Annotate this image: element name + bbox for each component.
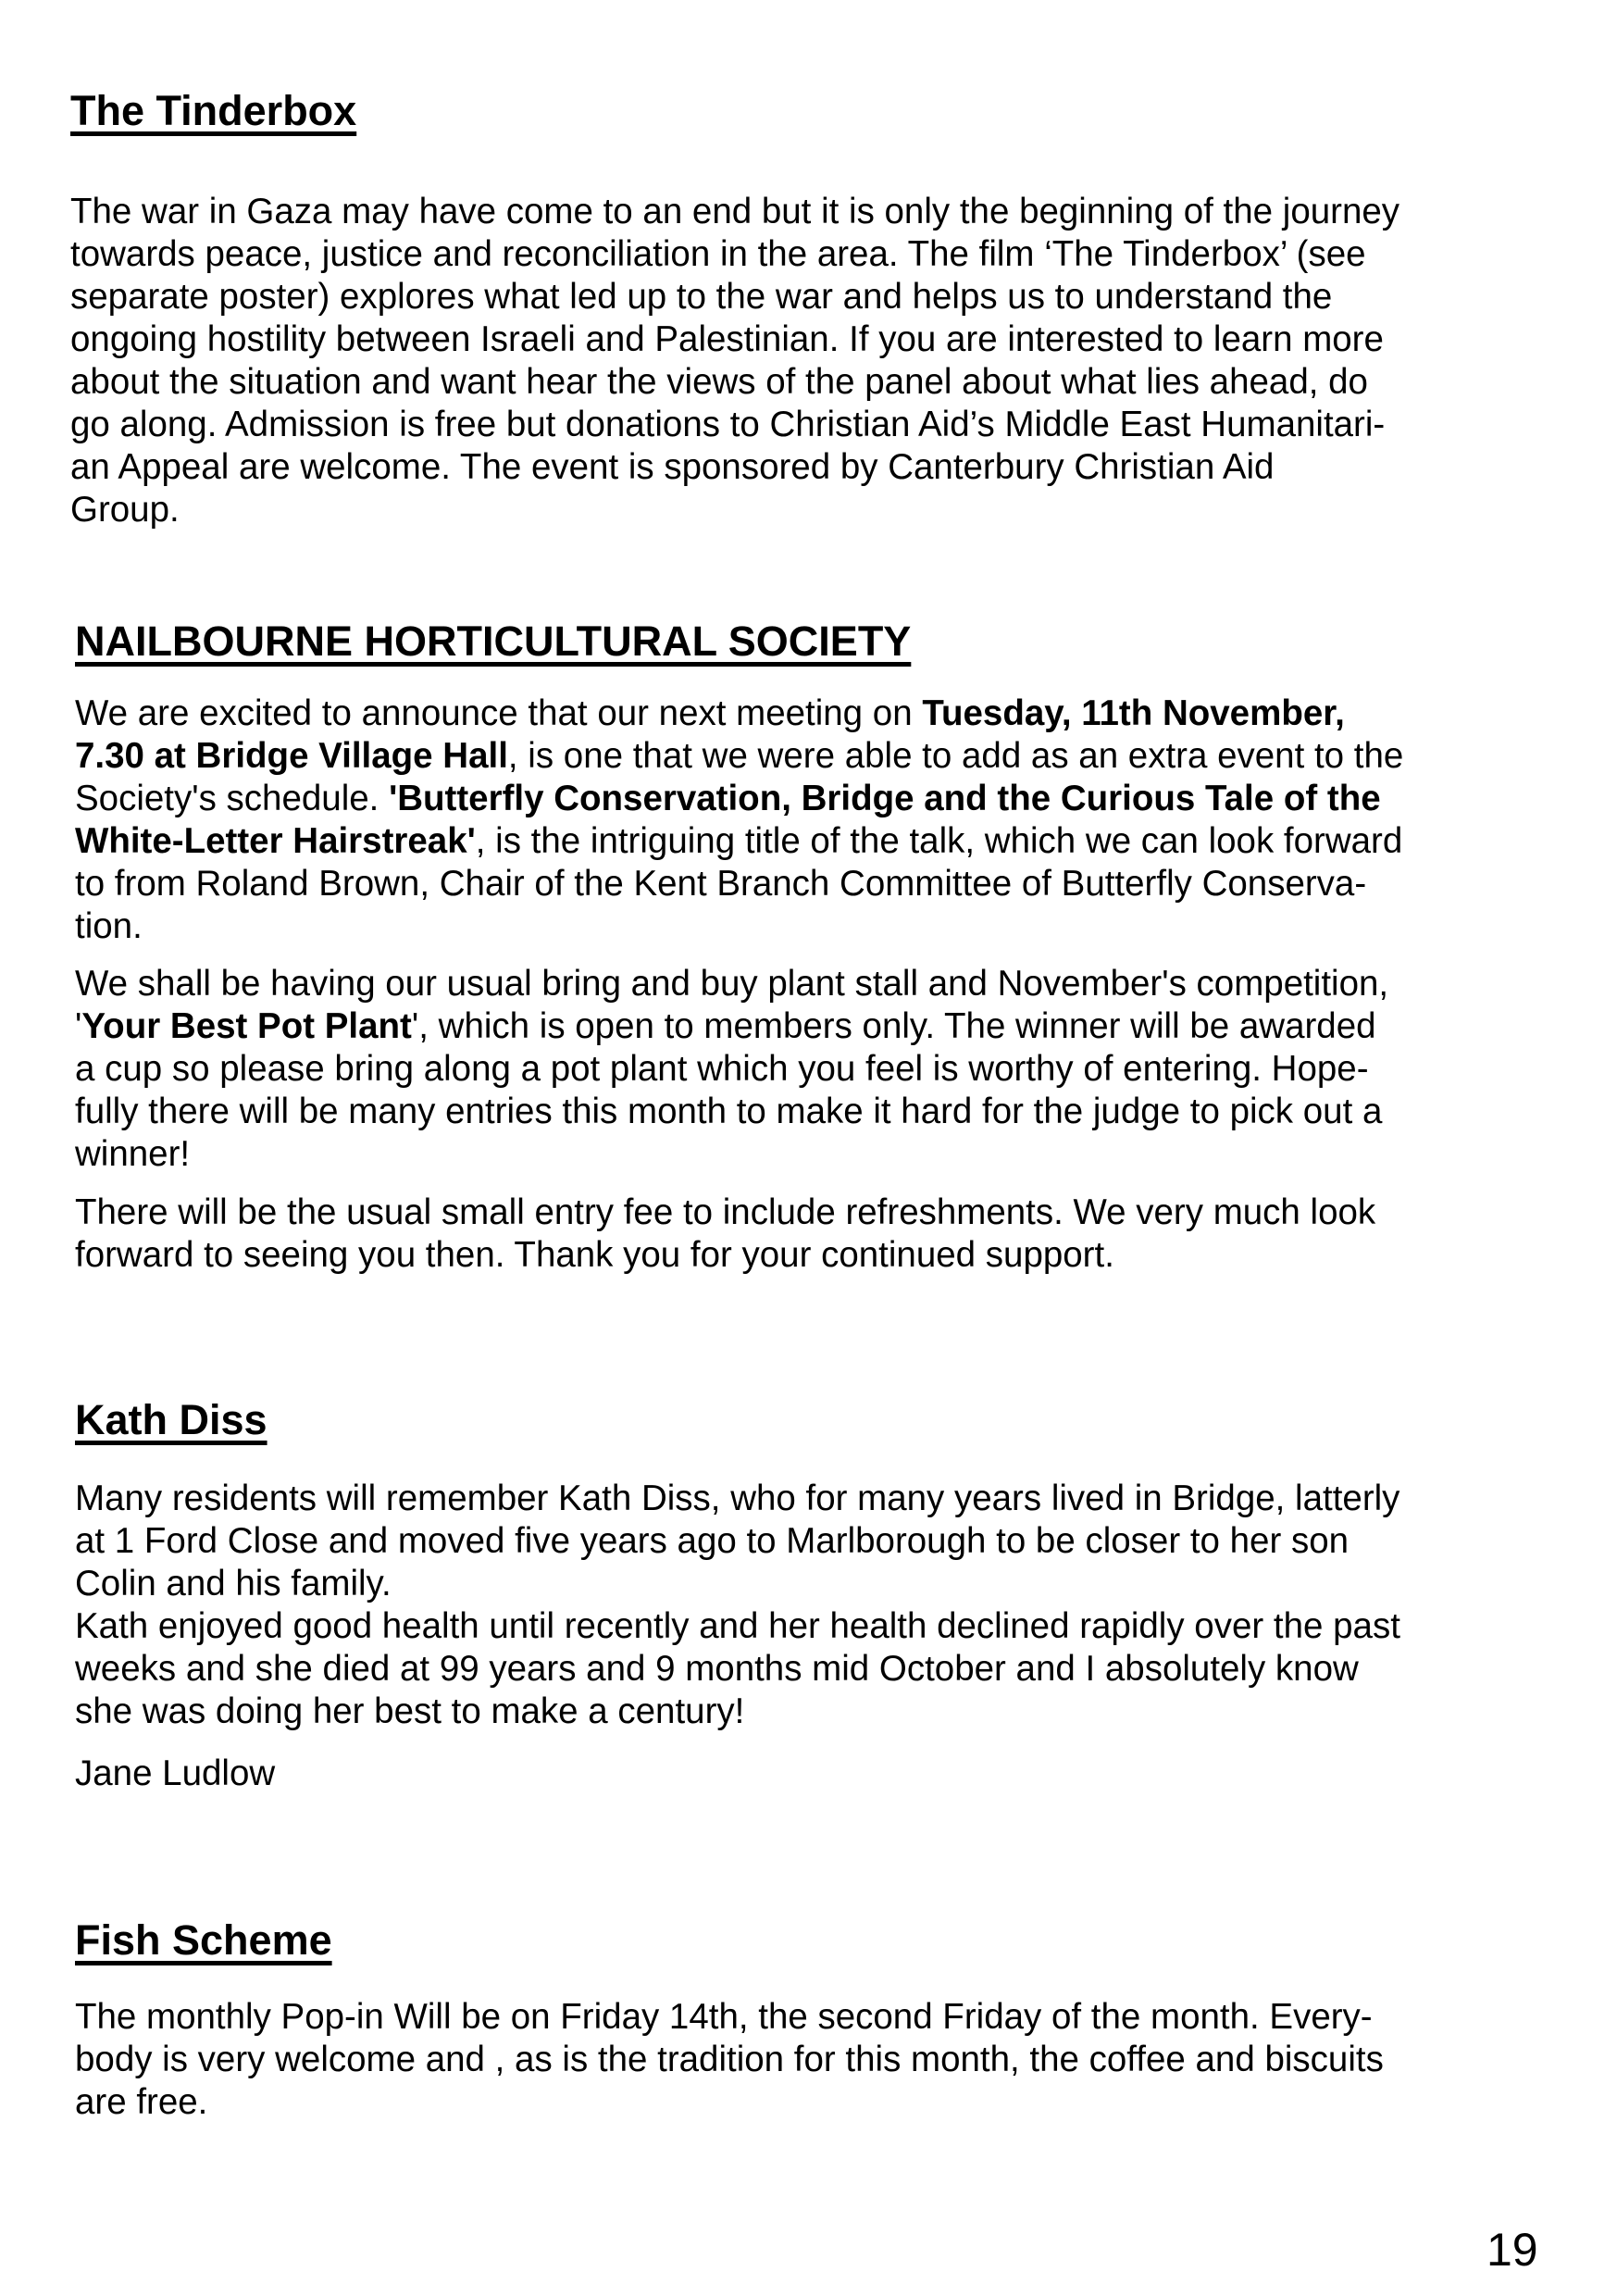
text-run: , is one that we were able to add as an extra event to the [507, 736, 1404, 776]
text-run: Colin and his family. [75, 1564, 392, 1603]
text-run: a cup so please bring along a pot plant which you feel is worthy of entering. Hope- [75, 1049, 1369, 1089]
text-run: The war in Gaza may have come to an end but it is only the beginning of the journey [70, 192, 1400, 231]
text-run: The monthly Pop-in Will be on Friday 14th, the second Friday of the month. Every- [75, 1997, 1373, 2037]
text-line [75, 1048, 1388, 1091]
paragraph [75, 963, 1388, 1176]
bold-text: Tuesday, 11th November, [922, 693, 1345, 733]
text-run: , is the intriguing title of the talk, which we can look forward [475, 821, 1403, 861]
bold-text: 7.30 at Bridge Village Hall [75, 736, 508, 776]
text-run: There will be the usual small entry fee to include refreshments. We very much look [75, 1192, 1376, 1232]
text-line [70, 489, 1399, 531]
text-line [75, 1234, 1375, 1277]
text-run: Many residents will remember Kath Diss, who for many years lived in Bridge, latterly [75, 1479, 1400, 1518]
text-line [75, 1005, 1388, 1048]
text-line [75, 1996, 1384, 2039]
section-heading: The Tinderbox [70, 87, 357, 134]
text-run: towards peace, justice and reconciliation in the area. The film ‘The Tinderbox’ (see [70, 234, 1366, 274]
text-line [75, 1133, 1388, 1176]
text-run: ' [75, 1006, 82, 1046]
section-heading: Kath Diss [75, 1396, 267, 1443]
bold-text: 'Butterfly Conservation, Bridge and the Curious Tale of the [389, 779, 1381, 818]
text-line [75, 1478, 1400, 1520]
text-run: body is very welcome and , as is the tradition for this month, the coffee and biscuits [75, 2040, 1384, 2079]
text-line [75, 735, 1403, 778]
text-run: Group. [70, 490, 180, 530]
page-number: 19 [1486, 2224, 1538, 2276]
paragraph [70, 191, 1399, 531]
text-line [75, 1648, 1400, 1691]
text-line [70, 276, 1399, 318]
text-run: at 1 Ford Close and moved five years ago to Marlborough to be closer to her son [75, 1521, 1350, 1561]
text-run: We shall be having our usual bring and buy plant stall and November's competition, [75, 964, 1389, 1004]
text-run: an Appeal are welcome. The event is sponsored by Canterbury Christian Aid [70, 447, 1275, 487]
text-run: weeks and she died at 99 years and 9 months mid October and I absolutely know [75, 1649, 1359, 1689]
text-line [75, 1520, 1400, 1563]
text-run: winner! [75, 1134, 191, 1174]
text-run: she was doing her best to make a century! [75, 1691, 745, 1731]
paragraph [75, 1996, 1384, 2124]
text-line [75, 1605, 1400, 1648]
text-line [75, 2039, 1384, 2081]
section-heading: NAILBOURNE HORTICULTURAL SOCIETY [75, 618, 912, 665]
text-run: tion. [75, 906, 143, 946]
text-line [70, 233, 1399, 276]
bold-text: Your Best Pot Plant [81, 1006, 412, 1046]
text-run: to from Roland Brown, Chair of the Kent Branch Committee of Butterfly Conserva- [75, 864, 1367, 904]
text-line [75, 693, 1403, 735]
text-run: ', which is open to members only. The winner will be awarded [411, 1006, 1376, 1046]
text-line [75, 778, 1403, 820]
paragraph [75, 1192, 1375, 1277]
text-line [75, 1753, 275, 1795]
text-run: are free. [75, 2082, 208, 2122]
text-run: Society's schedule. [75, 779, 390, 818]
text-line [70, 361, 1399, 404]
text-line [70, 404, 1399, 446]
text-line [75, 905, 1403, 948]
text-run: Jane Ludlow [75, 1753, 276, 1793]
bold-text: White-Letter Hairstreak' [75, 821, 476, 861]
text-line [75, 863, 1403, 905]
text-run: fully there will be many entries this month to make it hard for the judge to pick out a [75, 1092, 1383, 1131]
text-line [70, 191, 1399, 233]
text-line [75, 963, 1388, 1005]
paragraph [75, 693, 1403, 948]
section-heading: Fish Scheme [75, 1916, 332, 1964]
text-run: ongoing hostility between Israeli and Palestinian. If you are interested to learn more [70, 319, 1384, 359]
text-line [75, 1691, 1400, 1733]
text-run: separate poster) explores what led up to the war and helps us to understand the [70, 277, 1333, 317]
text-line [75, 1563, 1400, 1605]
text-run: We are excited to announce that our next meeting on [75, 693, 923, 733]
text-run: go along. Admission is free but donations to Christian Aid’s Middle East Humanitari- [70, 405, 1386, 444]
text-line [75, 2081, 1384, 2124]
text-line [75, 820, 1403, 863]
text-line [70, 318, 1399, 361]
paragraph [75, 1478, 1400, 1733]
text-run: about the situation and want hear the views of the panel about what lies ahead, do [70, 362, 1368, 402]
text-line [70, 446, 1399, 489]
text-run: forward to seeing you then. Thank you for your continued support. [75, 1235, 1114, 1275]
text-run: Kath enjoyed good health until recently and her health declined rapidly over the past [75, 1606, 1400, 1646]
author-signature [75, 1753, 275, 1795]
text-line [75, 1091, 1388, 1133]
text-line [75, 1192, 1375, 1234]
